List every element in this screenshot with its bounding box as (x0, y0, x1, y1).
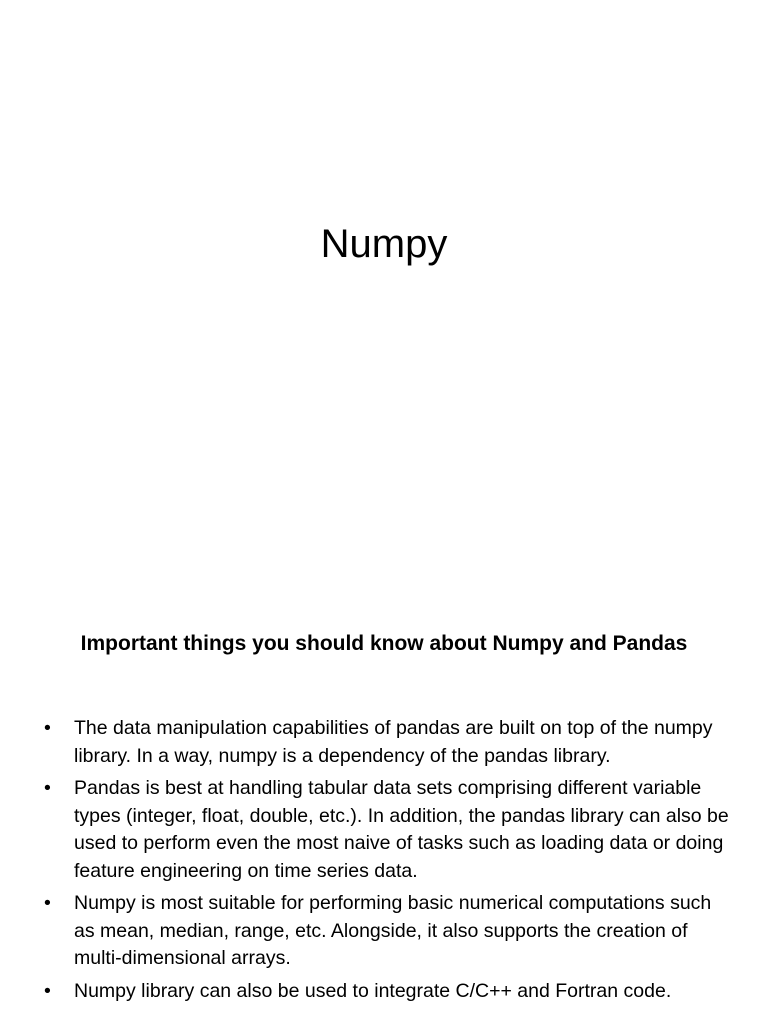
bullet-text: Numpy is most suitable for performing basic numerical computations such as mean, median, range, etc. Alongside, it also supports the creation of multi-dimensional arrays. (74, 892, 712, 969)
bullet-dot-icon: • (44, 979, 51, 1002)
bullet-item (44, 890, 734, 973)
bullet-text: The data manipulation capabilities of pandas are built on top of the numpy library. In a way, numpy is a dependency of the pandas library. (74, 717, 713, 767)
bullet-text: Pandas is best at handling tabular data sets comprising different variable types (integer, float, double, etc.). In addition, the pandas library can also be used to perform even the most naive of tasks such as loading data or doing feature engineering on time series data. (74, 777, 729, 882)
bullet-dot-icon: • (44, 717, 51, 739)
bullet-item (44, 775, 734, 885)
bullet-list (44, 715, 734, 1010)
bullet-dot-icon: • (44, 892, 51, 914)
bullet-dot-icon: • (44, 777, 51, 799)
slide-heading: Important things you should know about Numpy and Pandas (80, 632, 688, 655)
bullet-item (44, 978, 734, 1006)
bullet-text: Numpy library can also be used to integrate C/C++ and Fortran code. (74, 979, 672, 1002)
slide-numpy-pandas (0, 576, 768, 1024)
bullet-item (44, 715, 734, 770)
slide-title: Numpy (320, 222, 448, 266)
